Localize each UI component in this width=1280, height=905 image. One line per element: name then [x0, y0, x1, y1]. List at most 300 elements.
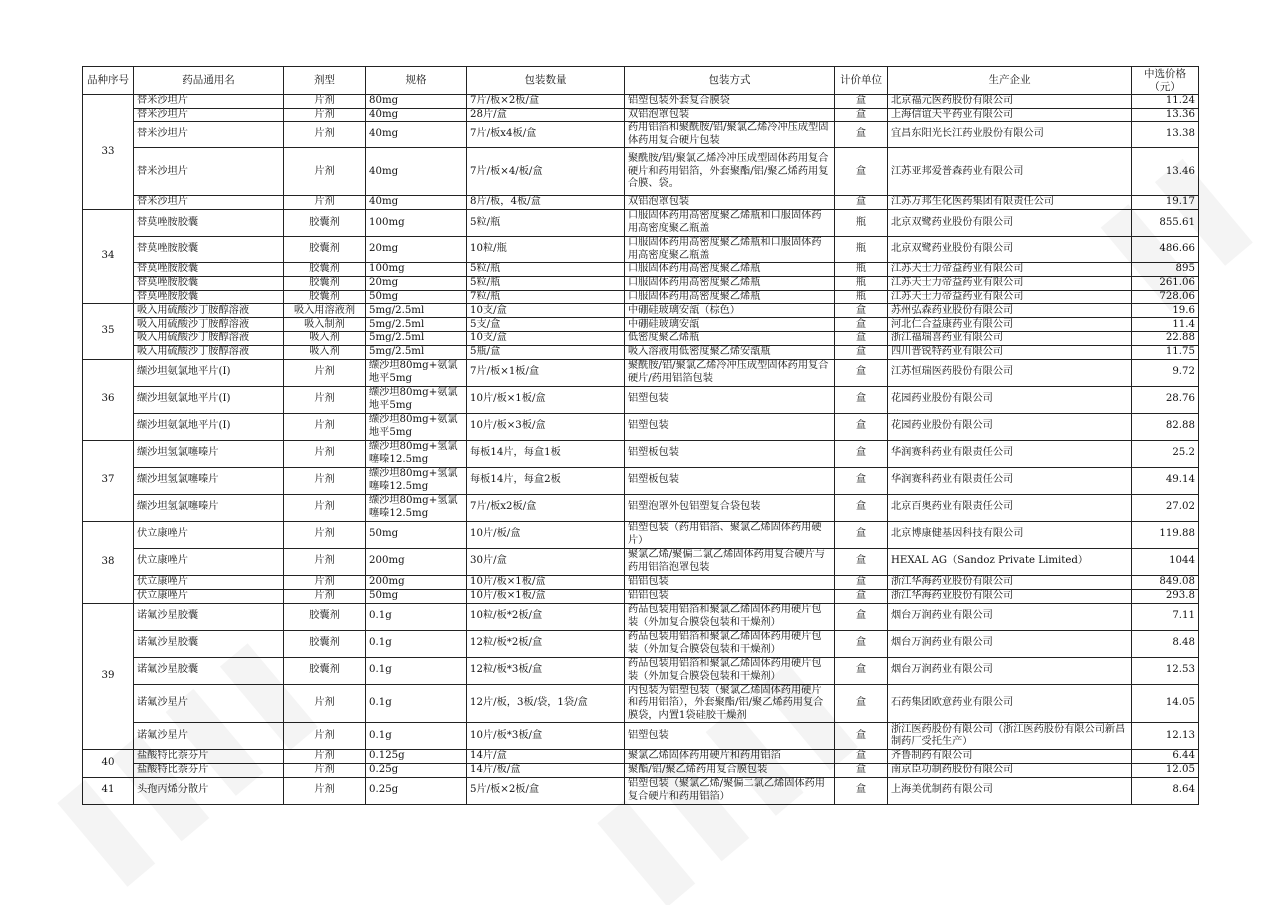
header-group-no: 品种序号 — [83, 67, 134, 95]
pack-quantity-cell: 5片/板×2板/盒 — [467, 777, 625, 804]
manufacturer-cell: 江苏万邦生化医药集团有限责任公司 — [888, 196, 1132, 210]
unit-cell: 盒 — [835, 603, 888, 630]
price-cell: 1044 — [1132, 548, 1199, 575]
table-row — [83, 345, 1199, 359]
manufacturer-cell: 北京百奥药业有限责任公司 — [888, 494, 1132, 521]
header-pack-method: 包装方式 — [625, 67, 835, 95]
pack-method-cell: 内包装为铝塑包装（聚氯乙烯固体药用硬片和药用铝箔），外套聚酯/铝/聚乙烯药用复合膜袋，内置1袋硅胶干燥剂 — [625, 684, 835, 723]
dosage-form-cell: 片剂 — [284, 467, 366, 494]
specification-cell: 50mg — [366, 521, 467, 548]
pack-quantity-cell: 12粒/板*2板/盒 — [467, 630, 625, 657]
pack-method-cell: 聚酰胺/铝/聚氯乙烯冷冲压成型固体药用复合硬片/药用铝箔包装 — [625, 359, 835, 386]
manufacturer-cell: 江苏天士力帝益药业有限公司 — [888, 290, 1132, 304]
price-cell: 849.08 — [1132, 575, 1199, 589]
pack-quantity-cell: 10片/板*3板/盒 — [467, 723, 625, 750]
table-row — [83, 236, 1199, 262]
price-cell: 19.17 — [1132, 196, 1199, 210]
unit-cell: 瓶 — [835, 276, 888, 290]
specification-cell: 5mg/2.5ml — [366, 345, 467, 359]
manufacturer-cell: 石药集团欧意药业有限公司 — [888, 684, 1132, 723]
pack-quantity-cell: 5支/盒 — [467, 318, 625, 332]
specification-cell: 缬沙坦80mg+氢氯噻嗪12.5mg — [366, 467, 467, 494]
table-row — [83, 657, 1199, 684]
table-row — [83, 589, 1199, 603]
pack-quantity-cell: 30片/盒 — [467, 548, 625, 575]
manufacturer-cell: 江苏恒瑞医药股份有限公司 — [888, 359, 1132, 386]
manufacturer-cell: 四川普锐特药业有限公司 — [888, 345, 1132, 359]
specification-cell: 0.125g — [366, 750, 467, 764]
price-cell: 27.02 — [1132, 494, 1199, 521]
pack-quantity-cell: 28片/盒 — [467, 108, 625, 122]
table-row — [83, 750, 1199, 764]
pack-method-cell: 聚氯乙烯/聚偏二氯乙烯固体药用复合硬片与药用铝箔泡罩包装 — [625, 548, 835, 575]
specification-cell: 0.1g — [366, 684, 467, 723]
manufacturer-cell: 花园药业股份有限公司 — [888, 413, 1132, 440]
pack-method-cell: 铝铝包装 — [625, 589, 835, 603]
table-row — [83, 318, 1199, 332]
pack-quantity-cell: 14片/盒 — [467, 750, 625, 764]
manufacturer-cell: 华润赛科药业有限责任公司 — [888, 467, 1132, 494]
drug-name-cell: 替米沙坦片 — [134, 196, 284, 210]
drug-name-cell: 伏立康唑片 — [134, 589, 284, 603]
pack-quantity-cell: 8片/板，4板/盒 — [467, 196, 625, 210]
manufacturer-cell: HEXAL AG（Sandoz Private Limited） — [888, 548, 1132, 575]
drug-name-cell: 伏立康唑片 — [134, 548, 284, 575]
unit-cell: 盒 — [835, 589, 888, 603]
pack-quantity-cell: 10支/盒 — [467, 304, 625, 318]
specification-cell: 40mg — [366, 108, 467, 122]
table-row — [83, 332, 1199, 346]
unit-cell: 盒 — [835, 657, 888, 684]
pack-method-cell: 药品包装用铝箔和聚氯乙烯固体药用硬片包装（外加复合膜袋包装和干燥剂） — [625, 603, 835, 630]
drug-name-cell: 替米沙坦片 — [134, 108, 284, 122]
pack-method-cell: 铝塑包装 — [625, 386, 835, 413]
specification-cell: 缬沙坦80mg+氢氯噻嗪12.5mg — [366, 494, 467, 521]
dosage-form-cell: 片剂 — [284, 763, 366, 777]
unit-cell: 盒 — [835, 148, 888, 196]
specification-cell: 5mg/2.5ml — [366, 332, 467, 346]
table-row — [83, 263, 1199, 277]
pack-method-cell: 吸入溶液用低密度聚乙烯安瓿瓶 — [625, 345, 835, 359]
dosage-form-cell: 片剂 — [284, 575, 366, 589]
price-cell: 13.36 — [1132, 108, 1199, 122]
pack-quantity-cell: 12粒/板*3板/盒 — [467, 657, 625, 684]
dosage-form-cell: 片剂 — [284, 108, 366, 122]
drug-name-cell: 吸入用硫酸沙丁胺醇溶液 — [134, 345, 284, 359]
unit-cell: 盒 — [835, 777, 888, 804]
specification-cell: 200mg — [366, 548, 467, 575]
drug-name-cell: 缬沙坦氨氯地平片(Ⅰ) — [134, 386, 284, 413]
manufacturer-cell: 宜昌东阳光长江药业股份有限公司 — [888, 122, 1132, 148]
manufacturer-cell: 花园药业股份有限公司 — [888, 386, 1132, 413]
pack-method-cell: 口服固体药用高密度聚乙烯瓶 — [625, 290, 835, 304]
dosage-form-cell: 片剂 — [284, 548, 366, 575]
drug-name-cell: 盐酸特比萘芬片 — [134, 763, 284, 777]
table-row — [83, 494, 1199, 521]
dosage-form-cell: 片剂 — [284, 723, 366, 750]
pack-quantity-cell: 5粒/瓶 — [467, 263, 625, 277]
pack-quantity-cell: 每板14片，每盒2板 — [467, 467, 625, 494]
dosage-form-cell: 吸入制剂 — [284, 318, 366, 332]
specification-cell: 50mg — [366, 290, 467, 304]
group-number-cell: 40 — [83, 750, 134, 777]
price-cell: 11.24 — [1132, 95, 1199, 109]
price-cell: 8.64 — [1132, 777, 1199, 804]
unit-cell: 盒 — [835, 386, 888, 413]
table-row — [83, 196, 1199, 210]
unit-cell: 盒 — [835, 359, 888, 386]
manufacturer-cell: 烟台万润药业有限公司 — [888, 630, 1132, 657]
dosage-form-cell: 胶囊剂 — [284, 657, 366, 684]
manufacturer-cell: 上海信谊天平药业有限公司 — [888, 108, 1132, 122]
specification-cell: 100mg — [366, 263, 467, 277]
drug-name-cell: 缬沙坦氢氯噻嗪片 — [134, 467, 284, 494]
specification-cell: 80mg — [366, 95, 467, 109]
specification-cell: 0.1g — [366, 603, 467, 630]
drug-name-cell: 诺氟沙星胶囊 — [134, 657, 284, 684]
price-cell: 22.88 — [1132, 332, 1199, 346]
dosage-form-cell: 片剂 — [284, 148, 366, 196]
price-cell: 12.13 — [1132, 723, 1199, 750]
pack-quantity-cell: 7片/板x2板/盒 — [467, 494, 625, 521]
table-row — [83, 684, 1199, 723]
unit-cell: 瓶 — [835, 263, 888, 277]
manufacturer-cell: 烟台万润药业有限公司 — [888, 603, 1132, 630]
table-row — [83, 276, 1199, 290]
manufacturer-cell: 苏州弘森药业股份有限公司 — [888, 304, 1132, 318]
price-cell: 28.76 — [1132, 386, 1199, 413]
pack-quantity-cell: 10片/板×1板/盒 — [467, 386, 625, 413]
pack-method-cell: 聚酰胺/铝/聚氯乙烯冷冲压成型固体药用复合硬片和药用铝箔，外套聚酯/铝/聚乙烯药用复合膜、袋。 — [625, 148, 835, 196]
group-number-cell: 37 — [83, 440, 134, 521]
price-cell: 49.14 — [1132, 467, 1199, 494]
pack-quantity-cell: 10片/板/盒 — [467, 521, 625, 548]
table-row — [83, 148, 1199, 196]
unit-cell: 瓶 — [835, 290, 888, 304]
table-row — [83, 521, 1199, 548]
dosage-form-cell: 吸入剂 — [284, 345, 366, 359]
manufacturer-cell: 浙江华海药业股份有限公司 — [888, 589, 1132, 603]
pack-method-cell: 铝塑包装 — [625, 723, 835, 750]
drug-name-cell: 盐酸特比萘芬片 — [134, 750, 284, 764]
dosage-form-cell: 片剂 — [284, 122, 366, 148]
dosage-form-cell: 片剂 — [284, 440, 366, 467]
specification-cell: 20mg — [366, 276, 467, 290]
header-manufacturer: 生产企业 — [888, 67, 1132, 95]
table-row — [83, 603, 1199, 630]
pack-quantity-cell: 7片/板×4/板/盒 — [467, 148, 625, 196]
specification-cell: 40mg — [366, 148, 467, 196]
drug-name-cell: 诺氟沙星片 — [134, 723, 284, 750]
price-cell: 19.6 — [1132, 304, 1199, 318]
table-row — [83, 723, 1199, 750]
drug-name-cell: 诺氟沙星胶囊 — [134, 603, 284, 630]
pack-method-cell: 中硼硅玻璃安瓿 — [625, 318, 835, 332]
price-cell: 13.38 — [1132, 122, 1199, 148]
dosage-form-cell: 片剂 — [284, 750, 366, 764]
specification-cell: 40mg — [366, 196, 467, 210]
unit-cell: 盒 — [835, 345, 888, 359]
unit-cell: 盒 — [835, 521, 888, 548]
dosage-form-cell: 胶囊剂 — [284, 209, 366, 236]
table-header — [83, 67, 1199, 95]
table-row — [83, 359, 1199, 386]
drug-name-cell: 缬沙坦氨氯地平片(Ⅰ) — [134, 413, 284, 440]
manufacturer-cell: 河北仁合益康药业有限公司 — [888, 318, 1132, 332]
group-number-cell: 38 — [83, 521, 134, 603]
unit-cell: 盒 — [835, 548, 888, 575]
table-row — [83, 440, 1199, 467]
manufacturer-cell: 南京臣功制药股份有限公司 — [888, 763, 1132, 777]
pack-method-cell: 口服固体药用高密度聚乙烯瓶 — [625, 276, 835, 290]
unit-cell: 盒 — [835, 440, 888, 467]
table-row — [83, 763, 1199, 777]
manufacturer-cell: 浙江华海药业股份有限公司 — [888, 575, 1132, 589]
group-number-cell: 41 — [83, 777, 134, 804]
pack-quantity-cell: 每板14片，每盒1板 — [467, 440, 625, 467]
dosage-form-cell: 吸入剂 — [284, 332, 366, 346]
drug-name-cell: 替莫唑胺胶囊 — [134, 209, 284, 236]
manufacturer-cell: 江苏亚邦爱普森药业有限公司 — [888, 148, 1132, 196]
pack-method-cell: 药品包装用铝箔和聚氯乙烯固体药用硬片包装（外加复合膜袋包装和干燥剂） — [625, 630, 835, 657]
specification-cell: 缬沙坦80mg+氨氯地平5mg — [366, 359, 467, 386]
header-specification: 规格 — [366, 67, 467, 95]
table-row — [83, 304, 1199, 318]
unit-cell: 盒 — [835, 723, 888, 750]
group-number-cell: 39 — [83, 603, 134, 750]
price-cell: 82.88 — [1132, 413, 1199, 440]
unit-cell: 瓶 — [835, 236, 888, 262]
specification-cell: 50mg — [366, 589, 467, 603]
price-cell: 9.72 — [1132, 359, 1199, 386]
dosage-form-cell: 胶囊剂 — [284, 276, 366, 290]
manufacturer-cell: 浙江医药股份有限公司（浙江医药股份有限公司新昌制药厂受托生产） — [888, 723, 1132, 750]
unit-cell: 盒 — [835, 467, 888, 494]
pack-method-cell: 口服固体药用高密度聚乙烯瓶 — [625, 263, 835, 277]
pack-quantity-cell: 10片/板×3板/盒 — [467, 413, 625, 440]
header-pack-quantity: 包装数量 — [467, 67, 625, 95]
pack-method-cell: 铝塑板包装 — [625, 440, 835, 467]
header-price: 中选价格（元） — [1132, 67, 1199, 95]
price-cell: 25.2 — [1132, 440, 1199, 467]
table-row — [83, 95, 1199, 109]
header-row — [83, 67, 1199, 95]
header-dosage-form: 剂型 — [284, 67, 366, 95]
specification-cell: 0.1g — [366, 723, 467, 750]
specification-cell: 100mg — [366, 209, 467, 236]
dosage-form-cell: 片剂 — [284, 521, 366, 548]
dosage-form-cell: 片剂 — [284, 359, 366, 386]
unit-cell: 盒 — [835, 494, 888, 521]
manufacturer-cell: 华润赛科药业有限责任公司 — [888, 440, 1132, 467]
group-number-cell: 36 — [83, 359, 134, 440]
table-body — [83, 95, 1199, 805]
dosage-form-cell: 片剂 — [284, 684, 366, 723]
table-row — [83, 575, 1199, 589]
header-unit: 计价单位 — [835, 67, 888, 95]
unit-cell: 盒 — [835, 95, 888, 109]
drug-name-cell: 替米沙坦片 — [134, 95, 284, 109]
pack-method-cell: 铝塑板包装 — [625, 467, 835, 494]
pack-method-cell: 药用铝箔和聚酰胺/铝/聚氯乙烯冷冲压成型固体药用复合硬片包装 — [625, 122, 835, 148]
pack-method-cell: 双铝泡罩包装 — [625, 108, 835, 122]
drug-name-cell: 替莫唑胺胶囊 — [134, 236, 284, 262]
table-row — [83, 108, 1199, 122]
drug-name-cell: 缬沙坦氢氯噻嗪片 — [134, 440, 284, 467]
pack-method-cell: 药品包装用铝箔和聚氯乙烯固体药用硬片包装（外加复合膜袋包装和干燥剂） — [625, 657, 835, 684]
drug-name-cell: 伏立康唑片 — [134, 521, 284, 548]
manufacturer-cell: 北京博康健基因科技有限公司 — [888, 521, 1132, 548]
price-cell: 8.48 — [1132, 630, 1199, 657]
pack-quantity-cell: 12片/板，3板/袋，1袋/盒 — [467, 684, 625, 723]
pack-quantity-cell: 7片/板x4板/盒 — [467, 122, 625, 148]
pack-quantity-cell: 5瓶/盒 — [467, 345, 625, 359]
table-row — [83, 630, 1199, 657]
manufacturer-cell: 江苏天士力帝益药业有限公司 — [888, 263, 1132, 277]
drug-name-cell: 缬沙坦氢氯噻嗪片 — [134, 494, 284, 521]
group-number-cell: 34 — [83, 209, 134, 303]
price-cell: 7.11 — [1132, 603, 1199, 630]
pack-method-cell: 聚酯/铝/聚乙烯药用复合膜包装 — [625, 763, 835, 777]
unit-cell: 盒 — [835, 332, 888, 346]
pack-method-cell: 口服固体药用高密度聚乙烯瓶和口服固体药用高密度聚乙瓶盖 — [625, 209, 835, 236]
unit-cell: 盒 — [835, 684, 888, 723]
price-cell: 12.53 — [1132, 657, 1199, 684]
pack-method-cell: 口服固体药用高密度聚乙烯瓶和口服固体药用高密度聚乙瓶盖 — [625, 236, 835, 262]
pack-method-cell: 铝塑包装（药用铝箔、聚氯乙烯固体药用硬片） — [625, 521, 835, 548]
dosage-form-cell: 片剂 — [284, 589, 366, 603]
table-row — [83, 467, 1199, 494]
pack-quantity-cell: 10片/板×1板/盒 — [467, 575, 625, 589]
unit-cell: 盒 — [835, 122, 888, 148]
pack-quantity-cell: 10粒/瓶 — [467, 236, 625, 262]
pack-quantity-cell: 5粒/瓶 — [467, 209, 625, 236]
table-row — [83, 209, 1199, 236]
price-cell: 13.46 — [1132, 148, 1199, 196]
price-cell: 895 — [1132, 263, 1199, 277]
pack-method-cell: 中硼硅玻璃安瓿（棕色） — [625, 304, 835, 318]
drug-name-cell: 替米沙坦片 — [134, 122, 284, 148]
pack-quantity-cell: 10支/盒 — [467, 332, 625, 346]
table-row — [83, 548, 1199, 575]
pack-method-cell: 聚氯乙烯固体药用硬片和药用铝箔 — [625, 750, 835, 764]
manufacturer-cell: 北京双鹭药业股份有限公司 — [888, 209, 1132, 236]
manufacturer-cell: 齐鲁制药有限公司 — [888, 750, 1132, 764]
specification-cell: 20mg — [366, 236, 467, 262]
dosage-form-cell: 片剂 — [284, 494, 366, 521]
pack-quantity-cell: 14片/板/盒 — [467, 763, 625, 777]
group-number-cell: 33 — [83, 95, 134, 210]
pack-method-cell: 铝塑包装 — [625, 413, 835, 440]
drug-name-cell: 吸入用硫酸沙丁胺醇溶液 — [134, 318, 284, 332]
price-cell: 261.06 — [1132, 276, 1199, 290]
pack-method-cell: 铝铝包装 — [625, 575, 835, 589]
dosage-form-cell: 片剂 — [284, 777, 366, 804]
price-cell: 119.88 — [1132, 521, 1199, 548]
unit-cell: 盒 — [835, 413, 888, 440]
price-cell: 855.61 — [1132, 209, 1199, 236]
drug-name-cell: 头孢丙烯分散片 — [134, 777, 284, 804]
group-number-cell: 35 — [83, 304, 134, 359]
dosage-form-cell: 片剂 — [284, 386, 366, 413]
pack-quantity-cell: 7片/板×1板/盒 — [467, 359, 625, 386]
pack-quantity-cell: 10粒/板*2板/盒 — [467, 603, 625, 630]
unit-cell: 盒 — [835, 763, 888, 777]
pack-quantity-cell: 7粒/瓶 — [467, 290, 625, 304]
drug-name-cell: 诺氟沙星片 — [134, 684, 284, 723]
specification-cell: 5mg/2.5ml — [366, 304, 467, 318]
header-drug-name: 药品通用名 — [134, 67, 284, 95]
dosage-form-cell: 片剂 — [284, 413, 366, 440]
specification-cell: 0.25g — [366, 763, 467, 777]
specification-cell: 0.25g — [366, 777, 467, 804]
manufacturer-cell: 北京福元医药股份有限公司 — [888, 95, 1132, 109]
drug-name-cell: 伏立康唑片 — [134, 575, 284, 589]
specification-cell: 200mg — [366, 575, 467, 589]
manufacturer-cell: 浙江福瑞喜药业有限公司 — [888, 332, 1132, 346]
dosage-form-cell: 吸入用溶液剂 — [284, 304, 366, 318]
pack-quantity-cell: 5粒/瓶 — [467, 276, 625, 290]
table-row — [83, 777, 1199, 804]
unit-cell: 盒 — [835, 108, 888, 122]
dosage-form-cell: 胶囊剂 — [284, 290, 366, 304]
manufacturer-cell: 上海美优制药有限公司 — [888, 777, 1132, 804]
specification-cell: 5mg/2.5ml — [366, 318, 467, 332]
price-cell: 12.05 — [1132, 763, 1199, 777]
drug-price-table — [82, 66, 1199, 805]
drug-name-cell: 吸入用硫酸沙丁胺醇溶液 — [134, 332, 284, 346]
dosage-form-cell: 片剂 — [284, 196, 366, 210]
manufacturer-cell: 江苏天士力帝益药业有限公司 — [888, 276, 1132, 290]
specification-cell: 0.1g — [366, 630, 467, 657]
drug-name-cell: 吸入用硫酸沙丁胺醇溶液 — [134, 304, 284, 318]
unit-cell: 盒 — [835, 196, 888, 210]
unit-cell: 盒 — [835, 575, 888, 589]
specification-cell: 缬沙坦80mg+氢氯噻嗪12.5mg — [366, 440, 467, 467]
price-cell: 14.05 — [1132, 684, 1199, 723]
table-row — [83, 413, 1199, 440]
specification-cell: 40mg — [366, 122, 467, 148]
pack-quantity-cell: 10片/板×1板/盒 — [467, 589, 625, 603]
pack-method-cell: 低密度聚乙烯瓶 — [625, 332, 835, 346]
table-row — [83, 122, 1199, 148]
unit-cell: 盒 — [835, 318, 888, 332]
unit-cell: 盒 — [835, 750, 888, 764]
drug-name-cell: 替莫唑胺胶囊 — [134, 276, 284, 290]
document-page — [82, 66, 1198, 805]
price-cell: 728.06 — [1132, 290, 1199, 304]
table-row — [83, 386, 1199, 413]
specification-cell: 缬沙坦80mg+氨氯地平5mg — [366, 386, 467, 413]
drug-name-cell: 缬沙坦氨氯地平片(Ⅰ) — [134, 359, 284, 386]
pack-method-cell: 双铝泡罩包装 — [625, 196, 835, 210]
price-cell: 486.66 — [1132, 236, 1199, 262]
unit-cell: 盒 — [835, 304, 888, 318]
manufacturer-cell: 烟台万润药业有限公司 — [888, 657, 1132, 684]
drug-name-cell: 诺氟沙星胶囊 — [134, 630, 284, 657]
drug-name-cell: 替莫唑胺胶囊 — [134, 290, 284, 304]
manufacturer-cell: 北京双鹭药业股份有限公司 — [888, 236, 1132, 262]
specification-cell: 缬沙坦80mg+氨氯地平5mg — [366, 413, 467, 440]
pack-method-cell: 铝塑包装外套复合膜袋 — [625, 95, 835, 109]
dosage-form-cell: 胶囊剂 — [284, 603, 366, 630]
specification-cell: 0.1g — [366, 657, 467, 684]
dosage-form-cell: 胶囊剂 — [284, 236, 366, 262]
price-cell: 6.44 — [1132, 750, 1199, 764]
price-cell: 293.8 — [1132, 589, 1199, 603]
price-cell: 11.4 — [1132, 318, 1199, 332]
drug-name-cell: 替米沙坦片 — [134, 148, 284, 196]
